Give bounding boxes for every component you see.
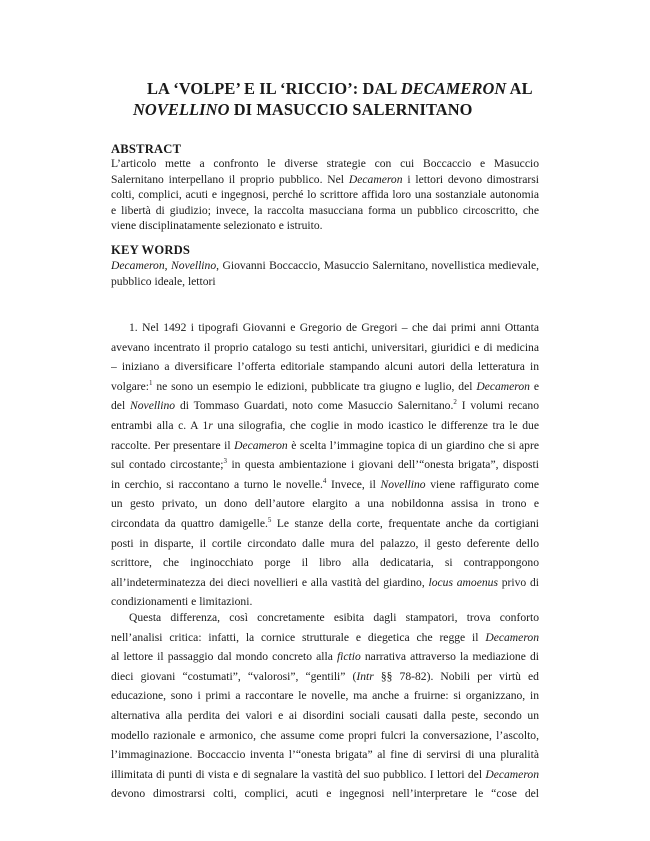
footnote-ref-3: 3 bbox=[223, 457, 228, 466]
abstract-heading: ABSTRACT bbox=[111, 142, 182, 156]
keywords-heading: KEY WORDS bbox=[111, 243, 191, 257]
footnote-ref-5: 5 bbox=[267, 515, 272, 524]
article-title: LA ‘VOLPE’ E IL ‘RICCIO’: DAL DECAMERON AL NOVELLINO DI MASUCCIO SALERNITANO bbox=[133, 79, 533, 119]
keywords-text: Decameron, Novellino, Giovanni Boccaccio, Masuccio Salernitano, novellistica medievale, pubblico ideale, lettori bbox=[111, 259, 539, 288]
paragraph-1: 1. Nel 1492 i tipografi Giovanni e Gregorio de Gregori – che dai primi anni Ottanta avevano incentrato il proprio catalogo su testi antichi, universitari, giuridici e di medicina – iniziano a diversificare l’offerta editoriale stampando alcuni autori della letteratura in volgare:$^1$ ne sono un esempio le edizioni, pubblicate tra giugno e luglio, del Decameron e del Novellino di Tommaso Guardati, noto come Masuccio Salernitano.$^2$ I volumi recano entrambi alla c. A 1r una silografia, che coglie in modo icastico le differenze tra le due raccolte. Per presentare il Decameron è scelta l’immagine topica di un giardino che si apre sul contado circostante;$^3$ in questa ambientazione i giovani dell’“onesta brigata”, disposti in cerchio, si raccontano a turno le novelle.$^4$ Invece, il Novellino viene raffigurato come un gesto privato, un dono dell’autore elargito a una nobildonna assisa in trono e circondata da quattro damigelle.$^5$ Le stanze della corte, frequentate anche da cortigiani posti in disparte, il cortile circondato dalle mura del palazzo, il gesto deferente dello scrittore, che inginocchiato porge il libro alla dedicataria, si contrappongono all’indeterminatezza dei dieci novellieri e alla vastità del giardino, locus amoenus privo di condizionamenti e limitazioni. bbox=[111, 321, 539, 609]
abstract-line: viene disciplinatamente selezionato e istruito. bbox=[111, 219, 323, 233]
footnote-ref-2: 2 bbox=[453, 398, 457, 407]
footnote-ref-1: 1 bbox=[149, 378, 153, 387]
abstract-text bbox=[111, 156, 539, 234]
abstract-line: Salernitano interpellano il proprio pubblico. Nel Decameron i lettori devono dimostrarsi bbox=[111, 172, 539, 186]
abstract-line: colti, complici, acuti e ingegnosi, perché lo scrittore affida loro una sostanziale autonomia bbox=[111, 188, 539, 202]
abstract-line: e libertà di giudizio; invece, la raccolta masucciana forma un pubblico circoscritto, che bbox=[111, 203, 539, 217]
footnote-ref-4: 4 bbox=[322, 476, 327, 485]
paragraph-2: Questa differenza, così concretamente esibita dagli stampatori, trova conforto nell’analisi critica: infatti, la cornice strutturale e diegetica che regge il Decameron al lettore il passaggio dal mondo concreto alla fictio narrativa attraverso la mediazione di dieci giovani “costumati”, “valorosi”, “gentili” (Intr §§ 78-82). Nobili per virtù ed educazione, sono i primi a raccontare le novelle, ma anche a fruirne: si organizzano, in alternativa alla perdita dei valori e ai disordini sociali causati dalla peste, secondo un modello razionale e armonico, che assume come propri fulcri la conversazione, l’ascolto, l’immaginazione. Boccaccio inventa l’“onesta brigata” al fine di servirsi di una pluralità illimitata di punti di vista e di segnalare la vastità del suo pubblico. I lettori del Decameron devono dimostrarsi colti, complici, acuti e ingegnosi nell’interpretare le “cose del bbox=[111, 611, 539, 801]
abstract-line: L’articolo mette a confronto le diverse strategie con cui Boccaccio e Masuccio bbox=[111, 157, 539, 170]
